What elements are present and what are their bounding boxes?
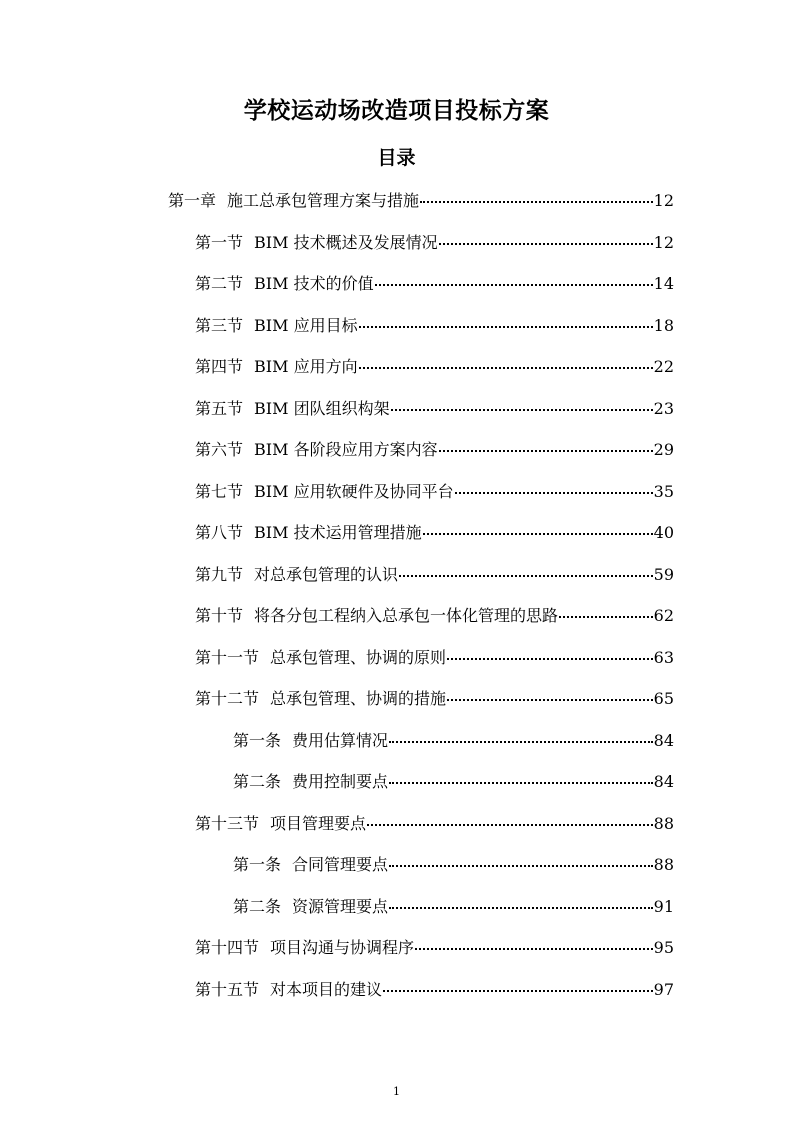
- dot-leader: [420, 186, 653, 206]
- dot-leader: [439, 435, 653, 455]
- dot-leader: [389, 726, 653, 746]
- toc-entry-title: 对总承包管理的认识: [254, 565, 399, 584]
- toc-entry-section-1[interactable]: [195, 228, 674, 254]
- page-number: 1: [393, 1085, 400, 1098]
- toc-entry-page: 35: [653, 482, 674, 501]
- dot-leader: [375, 269, 653, 289]
- dot-leader: [423, 518, 653, 538]
- toc-entry-page: 84: [653, 731, 674, 750]
- dot-leader: [415, 933, 653, 953]
- toc-entry-article-12-2[interactable]: [233, 767, 674, 793]
- toc-entry-title: BIM 团队组织构架: [254, 399, 390, 418]
- dot-leader: [391, 394, 653, 414]
- toc-entry-page: 12: [653, 191, 674, 210]
- dot-leader: [367, 809, 653, 829]
- dot-leader: [447, 684, 653, 704]
- toc-entry-page: 14: [653, 274, 674, 293]
- toc-entry-section-14[interactable]: [195, 933, 674, 959]
- toc-entry-page: 84: [653, 772, 674, 791]
- toc-entry-article-13-1[interactable]: [233, 850, 674, 876]
- toc-entry-number: 第一条: [233, 731, 282, 750]
- toc-entry-title: 合同管理要点: [292, 855, 389, 874]
- toc-entry-title: 对本项目的建议: [270, 980, 383, 999]
- toc-entry-number: 第十节: [195, 606, 244, 625]
- toc-entry-title: 总承包管理、协调的原则: [270, 648, 447, 667]
- toc-entry-title: 施工总承包管理方案与措施: [227, 191, 420, 210]
- toc-entry-section-15[interactable]: [195, 975, 674, 1001]
- dot-leader: [359, 352, 653, 372]
- toc-entry-number: 第十三节: [195, 814, 260, 833]
- toc-entry-number: 第一节: [195, 233, 244, 252]
- toc-entry-number: 第十二节: [195, 689, 260, 708]
- toc-entry-article-13-2[interactable]: [233, 892, 674, 918]
- dot-leader: [399, 560, 653, 580]
- toc-entry-title: 项目管理要点: [270, 814, 367, 833]
- toc-entry-title: 总承包管理、协调的措施: [270, 689, 447, 708]
- dot-leader: [389, 892, 653, 912]
- toc-entry-section-9[interactable]: [195, 560, 674, 586]
- toc-entry-number: 第六节: [195, 440, 244, 459]
- toc-entry-title: 项目沟通与协调程序: [270, 938, 415, 957]
- toc-entry-page: 62: [653, 606, 674, 625]
- toc-entry-number: 第五节: [195, 399, 244, 418]
- toc-entry-page: 40: [653, 523, 674, 542]
- toc-entry-section-10[interactable]: [195, 601, 674, 627]
- toc-entry-section-2[interactable]: [195, 269, 674, 295]
- toc-entry-page: 65: [653, 689, 674, 708]
- toc-entry-number: 第九节: [195, 565, 244, 584]
- toc-entry-number: 第八节: [195, 523, 244, 542]
- toc-entry-article-12-1[interactable]: [233, 726, 674, 752]
- dot-leader: [447, 643, 653, 663]
- toc-entry-section-12[interactable]: [195, 684, 674, 710]
- toc-entry-title: BIM 应用软硬件及协同平台: [254, 482, 454, 501]
- toc-entry-number: 第二节: [195, 274, 244, 293]
- toc-entry-section-8[interactable]: [195, 518, 674, 544]
- dot-leader: [389, 767, 653, 787]
- toc-entry-number: 第四节: [195, 357, 244, 376]
- toc-entry-page: 18: [653, 316, 674, 335]
- toc-entry-page: 88: [653, 855, 674, 874]
- toc-entry-title: 费用控制要点: [292, 772, 389, 791]
- toc-heading: 目录: [377, 147, 416, 169]
- toc-entry-title: BIM 技术运用管理措施: [254, 523, 422, 542]
- dot-leader: [359, 311, 653, 331]
- dot-leader: [559, 601, 653, 621]
- dot-leader: [455, 477, 653, 497]
- toc-entry-page: 97: [653, 980, 674, 999]
- toc-entry-title: BIM 技术概述及发展情况: [254, 233, 438, 252]
- toc-entry-title: BIM 应用方向: [254, 357, 358, 376]
- toc-entry-number: 第二条: [233, 772, 282, 791]
- dot-leader: [439, 228, 653, 248]
- toc-entry-title: BIM 各阶段应用方案内容: [254, 440, 438, 459]
- toc-entry-section-3[interactable]: [195, 311, 674, 337]
- toc-entry-number: 第十五节: [195, 980, 260, 999]
- dot-leader: [383, 975, 653, 995]
- toc-entry-section-5[interactable]: [195, 394, 674, 420]
- document-title: 学校运动场改造项目投标方案: [243, 98, 550, 124]
- toc-entry-page: 22: [653, 357, 674, 376]
- toc-entry-number: 第三节: [195, 316, 244, 335]
- toc-entry-title: 将各分包工程纳入总承包一体化管理的思路: [254, 606, 559, 625]
- toc-entry-section-11[interactable]: [195, 643, 674, 669]
- toc-entry-title: 资源管理要点: [292, 897, 389, 916]
- dot-leader: [389, 850, 653, 870]
- toc-entry-page: 12: [653, 233, 674, 252]
- toc-entry-chapter-1[interactable]: [168, 186, 674, 212]
- toc-entry-page: 63: [653, 648, 674, 667]
- toc-entry-number: 第一章: [168, 191, 217, 210]
- toc-entry-number: 第一条: [233, 855, 282, 874]
- toc-entry-page: 29: [653, 440, 674, 459]
- toc-entry-number: 第十四节: [195, 938, 260, 957]
- toc-entry-title: BIM 应用目标: [254, 316, 358, 335]
- toc-entry-page: 59: [653, 565, 674, 584]
- toc-entry-number: 第七节: [195, 482, 244, 501]
- toc-entry-section-6[interactable]: [195, 435, 674, 461]
- toc-entry-page: 91: [653, 897, 674, 916]
- toc-entry-title: 费用估算情况: [292, 731, 389, 750]
- toc-entry-title: BIM 技术的价值: [254, 274, 374, 293]
- toc-entry-section-13[interactable]: [195, 809, 674, 835]
- toc-entry-number: 第十一节: [195, 648, 260, 667]
- toc-entry-number: 第二条: [233, 897, 282, 916]
- toc-entry-page: 95: [653, 938, 674, 957]
- toc-entry-page: 88: [653, 814, 674, 833]
- toc-entry-section-4[interactable]: [195, 352, 674, 378]
- toc-entry-section-7[interactable]: [195, 477, 674, 503]
- toc-entry-page: 23: [653, 399, 674, 418]
